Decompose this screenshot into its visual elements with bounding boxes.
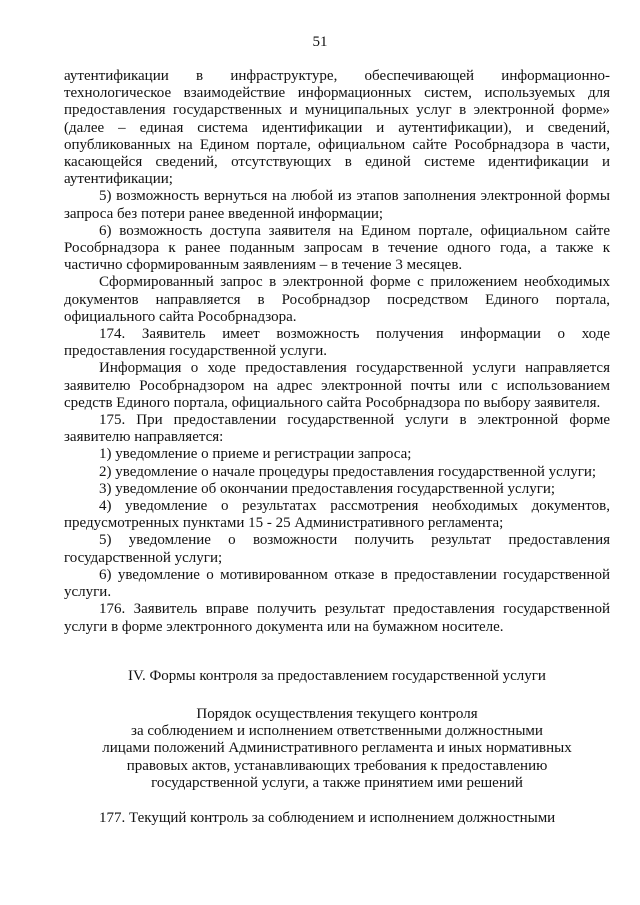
paragraph-request-sent: Сформированный запрос в электронной форме с приложением необходимых документов направляется в Рособрнадзор посредством Единого портала, официального сайта Рособрнадзора. — [64, 274, 610, 325]
subheading-line: за соблюдением и исполнением ответственными должностными — [131, 723, 543, 740]
notification-item-1: 1) уведомление о приеме и регистрации запроса; — [99, 446, 412, 463]
paragraph-174: 174. Заявитель имеет возможность получения информации о ходе предоставления государственной услуги. — [64, 326, 610, 360]
paragraph-continuation: аутентификации в инфраструктуре, обеспечивающей информационно-технологическое взаимодействие информационных систем, используемых для предоставления государственных и муниципальных услуг в электронной форме» (далее – единая система идентификации и аутентификации), и сведений, опубликованных на Едином портале, официальном сайте Рособрнадзора в части, касающейся сведений, отсутствующих в единой системе идентификации и аутентификации; — [64, 68, 610, 188]
paragraph-progress-info: Информация о ходе предоставления государственной услуги направляется заявителю Рособрнадзором на адрес электронной почты или с использованием средств Единого портала, официального сайта Рособрнадзора по выбору заявителя. — [64, 360, 610, 411]
notification-item-6: 6) уведомление о мотивированном отказе в предоставлении государственной услуги. — [64, 566, 610, 601]
subheading-line: лицами положений Административного регламента и иных нормативных — [102, 740, 572, 757]
page-number: 51 — [312, 34, 328, 50]
subheading-line: государственной услуги, а также принятием ими решений — [151, 774, 523, 791]
paragraph-175: 175. При предоставлении государственной услуги в электронной форме заявителю направляется: — [64, 412, 610, 446]
page-body — [64, 68, 610, 827]
list-item-6: 6) возможность доступа заявителя на Едином портале, официальном сайте Рособрнадзора к ранее поданным запросам в течение одного года, а также к частично сформированным заявлениям – в течение 3 месяцев. — [64, 222, 610, 274]
notification-item-4: 4) уведомление о результатах рассмотрения необходимых документов, предусмотренных пунктами 15 - 25 Административного регламента; — [64, 498, 610, 532]
subsection-heading — [64, 706, 610, 792]
list-item-5: 5) возможность вернуться на любой из этапов заполнения электронной формы запроса без потери ранее введенной информации; — [64, 188, 610, 222]
notification-item-2: 2) уведомление о начале процедуры предоставления государственной услуги; — [99, 463, 597, 480]
subheading-line: Порядок осуществления текущего контроля — [196, 705, 478, 722]
subheading-line: правовых актов, устанавливающих требования к предоставлению — [126, 757, 548, 774]
notification-item-3: 3) уведомление об окончании предоставления государственной услуги; — [99, 480, 556, 497]
notification-item-5: 5) уведомление о возможности получить результат предоставления государственной услуги; — [64, 532, 610, 566]
paragraph-176: 176. Заявитель вправе получить результат предоставления государственной услуги в форме электронного документа или на бумажном носителе. — [64, 601, 610, 635]
paragraph-177: 177. Текущий контроль за соблюдением и исполнением должностными — [99, 809, 556, 826]
section-heading: IV. Формы контроля за предоставлением государственной услуги — [128, 667, 546, 684]
